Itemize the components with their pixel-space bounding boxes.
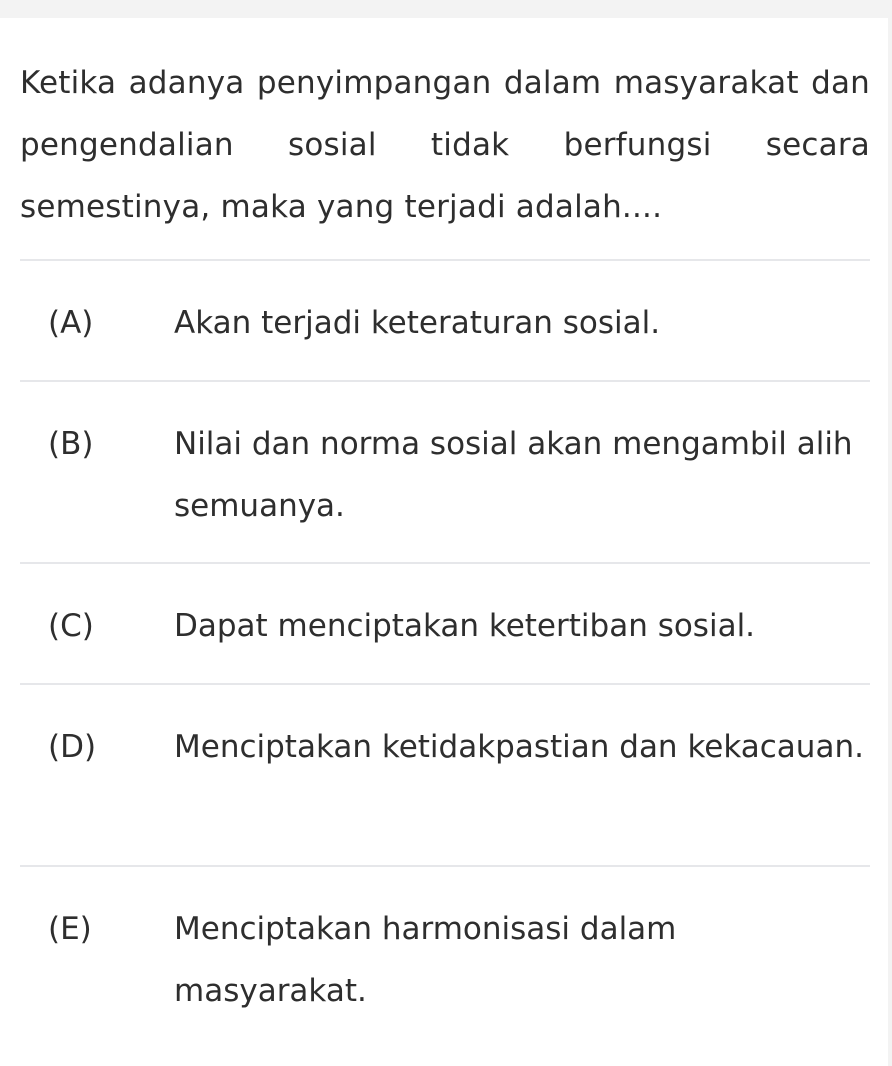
option-d-letter: (D) (48, 729, 97, 765)
option-b-text: Nilai dan norma sosial akan mengambil alih semuanya. (174, 426, 853, 524)
option-e-letter: (E) (48, 911, 92, 947)
option-a-text: Akan terjadi keteraturan sosial. (174, 305, 661, 341)
question-card (0, 18, 888, 1066)
divider (20, 683, 870, 685)
divider (20, 259, 870, 261)
option-e[interactable] (20, 898, 870, 1022)
option-d-text: Menciptakan ketidakpastian dan kekacauan. (174, 729, 864, 765)
divider (20, 865, 870, 867)
divider (20, 562, 870, 564)
option-e-text: Menciptakan harmonisasi dalam masyarakat. (174, 911, 677, 1009)
question-text: Ketika adanya penyimpangan dalam masyarakat dan pengendalian sosial tidak berfungsi secara semestinya, maka yang terjadi adalah.... (20, 65, 870, 225)
option-a[interactable] (20, 292, 870, 354)
divider (20, 380, 870, 382)
option-d[interactable] (20, 716, 870, 840)
option-b[interactable] (20, 413, 870, 537)
option-c[interactable] (20, 595, 870, 657)
option-a-letter: (A) (48, 305, 94, 341)
option-c-text: Dapat menciptakan ketertiban sosial. (174, 608, 756, 644)
option-c-letter: (C) (48, 608, 94, 644)
option-b-letter: (B) (48, 426, 94, 462)
